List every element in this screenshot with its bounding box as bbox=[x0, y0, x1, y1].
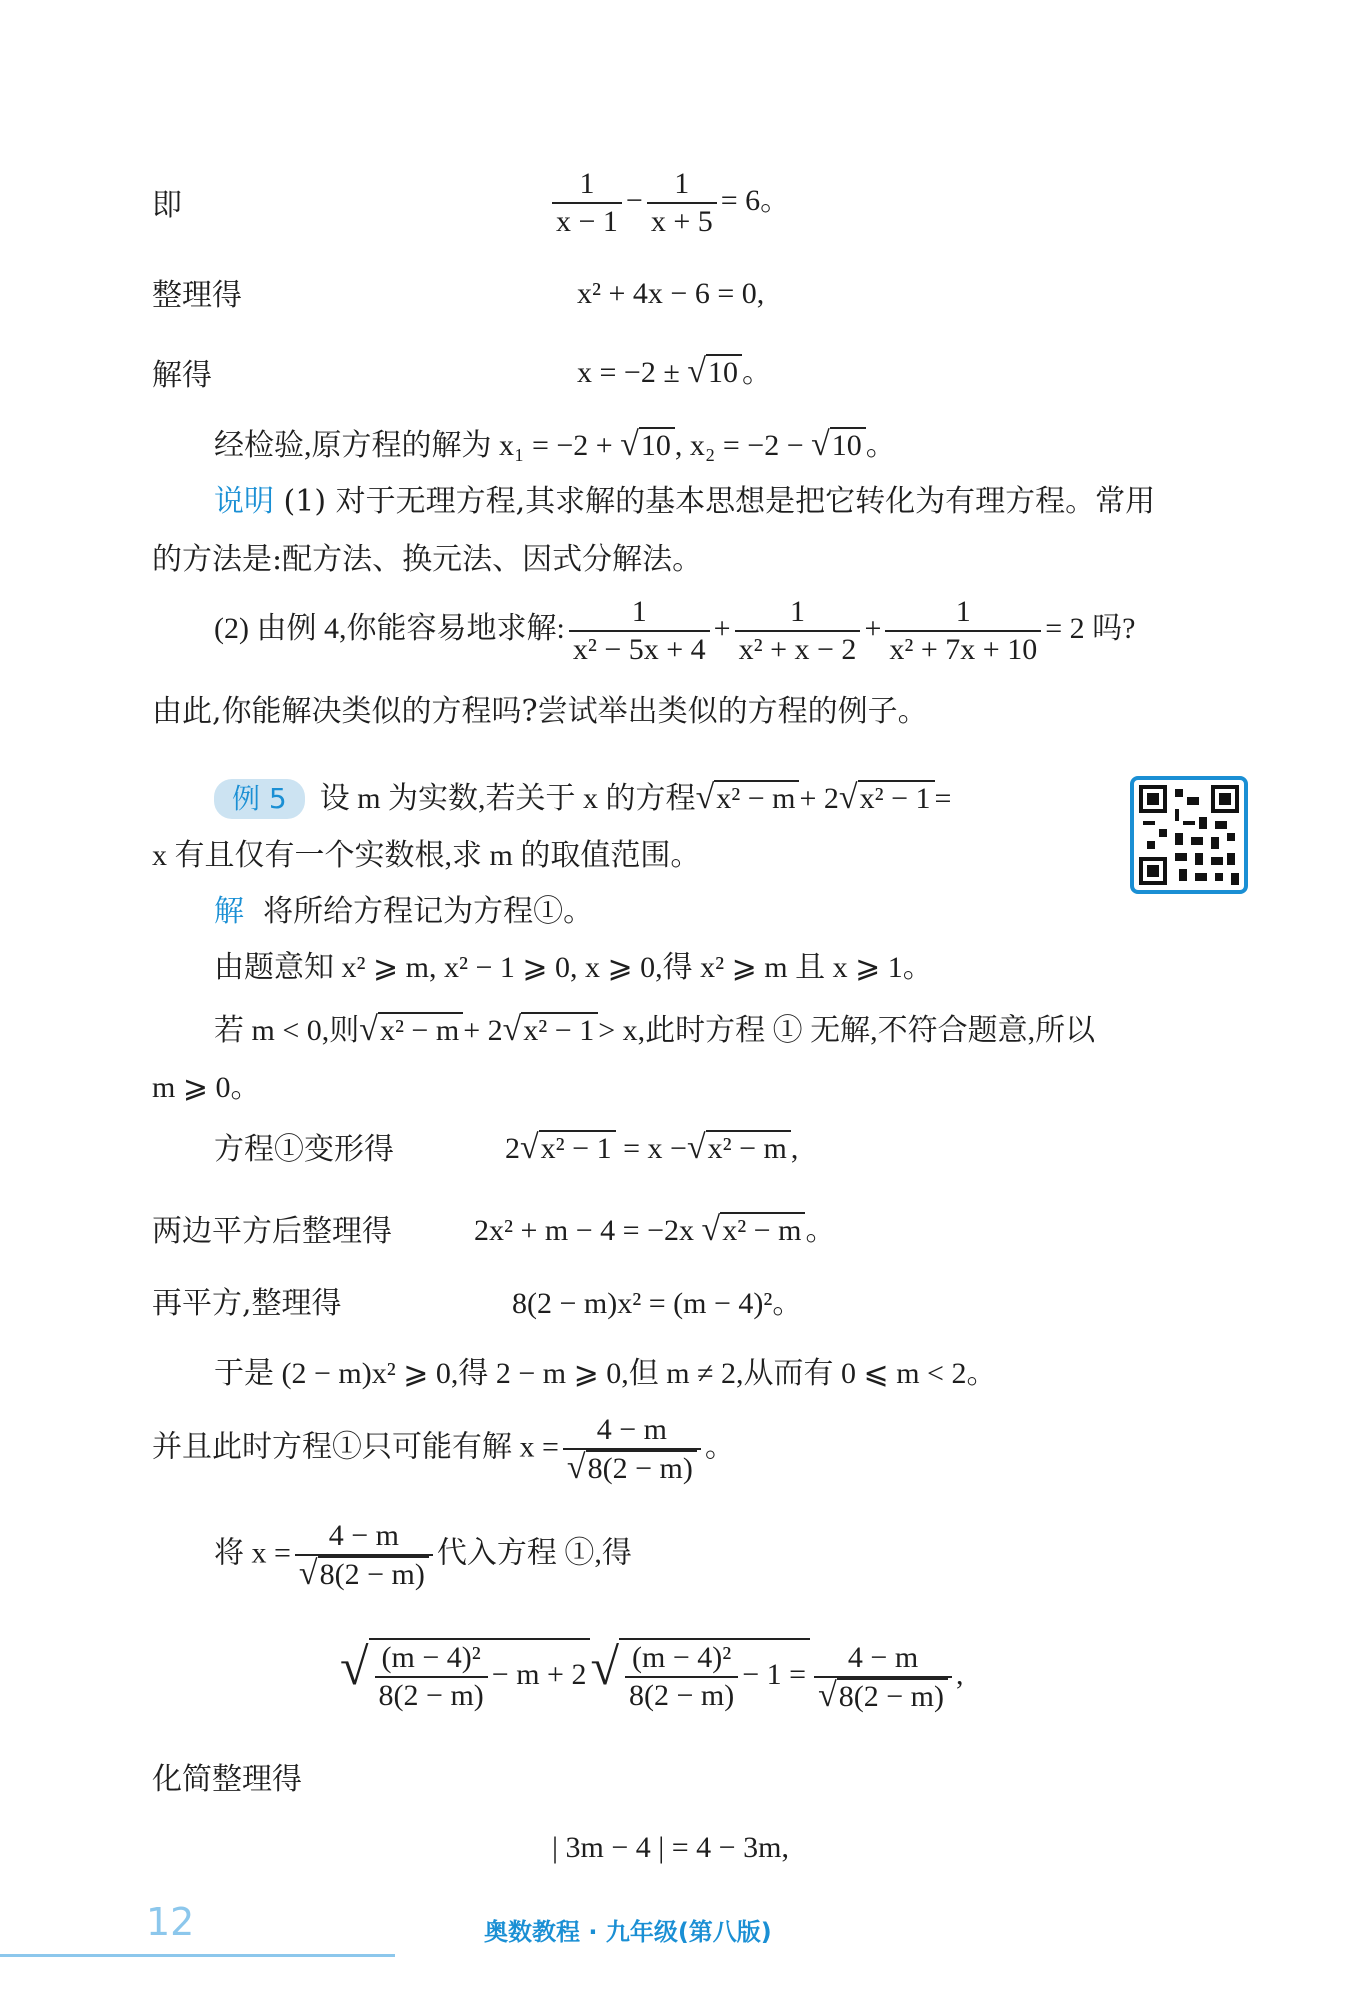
equation-3: x = −2 ± √10 。 bbox=[577, 353, 772, 390]
solution-line-4-label: 方程①变形得 bbox=[214, 1132, 394, 1167]
line-3-label: 解得 bbox=[152, 358, 212, 393]
book-title: 奥数教程 · 九年级(第八版) bbox=[484, 1918, 772, 1946]
note-keyword: 说明 bbox=[214, 484, 274, 519]
solution-line-5-label: 两边平方后整理得 bbox=[152, 1214, 392, 1249]
note-line-2: 的方法是:配方法、换元法、因式分解法。 bbox=[152, 542, 703, 577]
page-number: 12 bbox=[146, 1900, 195, 1944]
solution-line-8: 并且此时方程①只可能有解 x = $\frac{4 - m}{√8(2 - m)}$ 。 bbox=[152, 1413, 735, 1486]
example-badge: 例 5 bbox=[214, 779, 305, 819]
solution-line-1: 解 将所给方程记为方程①。 bbox=[214, 894, 594, 929]
solution-keyword: 解 bbox=[214, 894, 244, 929]
solution-line-3: 若 m < 0,则√x² − m + 2√x² − 1 > x,此时方程 ① 无解,不符合题意,所以 bbox=[214, 1011, 1096, 1048]
solution-line-9: 将 x = $\frac{4 - m}{√8(2 - m)}$ 代入方程 ①,得 bbox=[214, 1519, 632, 1592]
footer-rule bbox=[0, 1954, 395, 1957]
line-1: 即 bbox=[152, 188, 182, 223]
solution-line-6-label: 再平方,整理得 bbox=[152, 1286, 342, 1321]
solution-line-3b: m ⩾ 0。 bbox=[152, 1071, 261, 1104]
line-2-label: 整理得 bbox=[152, 278, 242, 313]
example-line-1: 例 5 设 m 为实数,若关于 x 的方程√x² − m + 2√x² − 1 = bbox=[214, 778, 951, 819]
solution-line-10: √ $\frac{\text{(m − 4)²}}{8(2 - m)}$ − m + 2√ $\frac{\text{(m − 4)²}}{8(2 - m)}$ − 1 = $\frac{4 - m}{√8(2 - m)}$ , bbox=[340, 1638, 964, 1714]
solution-line-6-eq: 8(2 − m)x² = (m − 4)²。 bbox=[512, 1287, 803, 1320]
solution-line-5-eq: 2x² + m − 4 = −2x √x² − m 。 bbox=[474, 1211, 836, 1248]
solution-line-2: 由题意知 x² ⩾ m, x² − 1 ⩾ 0, x ⩾ 0,得 x² ⩾ m 且 x ⩾ 1。 bbox=[214, 951, 933, 984]
note-line-3: (2) 由例 4,你能容易地求解: $\frac{1}{\text{x² − 5x + 4}}$ + $\frac{1}{\text{x² + x − 2}}$ + $\frac{1}{\text{x² + 7x + 10}}$ = 2 吗? bbox=[214, 595, 1136, 666]
equation-2: x² + 4x − 6 = 0, bbox=[577, 277, 765, 310]
equation-1: $\frac{1}{x - 1}$ − $\frac{1}{x + 5}$ = 6。 bbox=[548, 166, 790, 240]
solution-line-12: | 3m − 4 | = 4 − 3m, bbox=[552, 1831, 789, 1864]
solution-line-7: 于是 (2 − m)x² ⩾ 0,得 2 − m ⩾ 0,但 m ≠ 2,从而有 0 ⩽ m < 2。 bbox=[214, 1357, 997, 1390]
solution-line-11: 化简整理得 bbox=[152, 1762, 302, 1797]
line-4: 经检验,原方程的解为 x₁ = −2 + √10 , x₂ = −2 − √10 。 bbox=[214, 426, 896, 463]
solution-line-4-eq: 2√x² − 1 = x −√x² − m , bbox=[505, 1129, 799, 1166]
example-line-2: x 有且仅有一个实数根,求 m 的取值范围。 bbox=[152, 839, 701, 872]
note-line-4: 由此,你能解决类似的方程吗?尝试举出类似的方程的例子。 bbox=[152, 694, 928, 729]
note-line-1: 说明 (1) 对于无理方程,其求解的基本思想是把它转化为有理方程。常用 bbox=[214, 484, 1156, 519]
qr-code-icon[interactable] bbox=[1130, 776, 1248, 894]
